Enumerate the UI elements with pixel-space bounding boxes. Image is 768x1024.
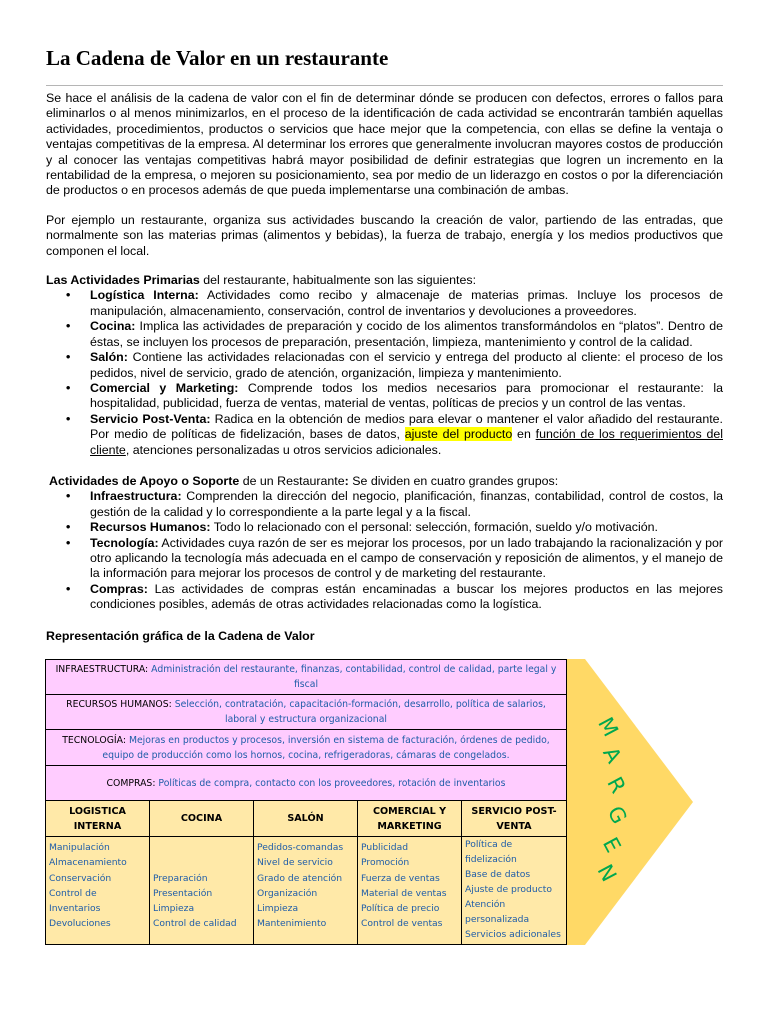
primary-activities-lead [46,273,723,288]
list-item [90,288,723,319]
column-item: Organización [257,887,318,899]
column-items [462,837,566,942]
column-item: Presentación [153,887,213,899]
primary-column-marketing [358,801,462,944]
list-item [90,489,723,520]
list-item [90,381,723,412]
column-item: personalizada [465,914,530,925]
column-item: Base de datos [465,869,531,880]
support-row-label: RECURSOS HUMANOS: [66,699,175,710]
support-row-text: Mejoras en productos y procesos, inversión en sistema de facturación, órdenes de pedido, equipo de producción como los hornos, cocina, refrigeradoras, cámaras de congelados. [102,734,550,761]
column-header: SALÓN [254,801,357,837]
support-row-text: Selección, contratación, capacitación-formación, desarrollo, política de salarios, laboral y estructura organizacional [174,699,546,725]
primary-column-kitchen [150,801,254,944]
column-item: fidelización [465,854,517,865]
list-item [90,412,723,458]
primary-lead-rest: del restaurante, habitualmente son las siguientes: [199,273,477,288]
diagram-heading: Representación gráfica de la Cadena de Valor [46,628,315,643]
column-item: Servicios adicionales [465,929,561,940]
primary-column-post-sale [462,801,566,944]
column-item: Inventarios [49,903,101,915]
support-row-hr [45,694,567,730]
column-items [254,837,357,932]
column-item: Limpieza [257,903,299,915]
support-row-label: COMPRAS: [106,777,159,789]
item-term: Servicio Post-Venta: [90,411,211,426]
item-term: Logística Interna: [90,288,199,303]
column-item: Devoluciones [49,918,111,930]
item-term: Compras: [90,581,148,596]
support-row-label: TECNOLOGÍA: [62,734,129,746]
margin-letter: E [597,833,626,857]
column-item: Ajuste de producto [465,884,552,895]
item-text: en [512,427,536,442]
item-term: Infraestructura: [90,489,182,504]
column-item: Preparación [153,872,208,884]
column-item: Grado de atención [257,872,343,884]
column-header: COCINA [150,801,253,837]
document-title: La Cadena de Valor en un restaurante [46,46,389,70]
column-item [153,840,253,855]
column-items [358,837,461,932]
column-items [150,837,253,932]
column-header: LOGISTICA INTERNA [46,801,149,837]
item-text: Las actividades de compras están encaminadas a buscar los mejores productos en las mejores condiciones posibles, además de otras actividades relacionadas como la logística. [90,581,723,612]
margin-label [593,715,633,885]
support-row-text: Administración del restaurante, finanzas, contabilidad, control de calidad, parte legal y fiscal [151,664,557,690]
example-paragraph: Por ejemplo un restaurante, organiza sus actividades buscando la creación de valor, partiendo de las entradas, que normalmente son las materias primas (alimentos y bebidas), la fuerza de trabajo, energía y los medios productivos que componen el local. [46,212,723,258]
column-item: Mantenimiento [257,918,327,930]
support-lead-mid: de un Restaurante [239,473,345,488]
list-item [90,520,723,535]
column-item: Conservación [49,872,112,884]
item-text: Comprenden la dirección del negocio, planificación, finanzas, contabilidad, control de costos, la gestión de la calidad y lo correspondiente a la parte legal y a la fiscal. [90,489,723,519]
column-item: Fuerza de ventas [361,872,440,884]
support-row-technology [45,729,567,766]
list-item [90,536,723,582]
column-item: Almacenamiento [49,857,127,869]
column-item: Manipulación [49,842,110,853]
document-body [46,91,723,644]
column-header: COMERCIAL Y MARKETING [358,801,461,837]
support-lead-rest: Se dividen en cuatro grandes grupos: [348,473,559,488]
column-item: Control de [49,887,97,899]
support-row-infrastructure [45,659,567,695]
column-item: Publicidad [361,842,409,853]
margin-letter: R [602,772,631,798]
support-lead-bold: Actividades de Apoyo o Soporte [49,473,240,488]
highlighted-text: ajuste del producto [404,427,513,442]
item-text: , atenciones personalizadas u otros servicios adicionales. [125,442,442,457]
margin-letter: G [602,802,632,828]
item-text: Comprende todos los medios necesarios para promocionar el restaurante: la hospitalidad, publicidad, fuerza de ventas, material de ventas, políticas de precios y un control de las ventas. [90,380,723,411]
column-item: Atención [465,899,506,910]
primary-activities-list [46,288,723,457]
list-item [90,350,723,381]
intro-paragraph: Se hace el análisis de la cadena de valor con el fin de determinar dónde se producen con defectos, errores o fallos para eliminarlos o al menos minimizarlos, en el proceso de la identificación de cada actividad se encontrarán también aquellas actividades, procedimientos, productos o servicios que hace mejor que la competencia, con ellas se define la ventaja o ventajas competitivas de la empresa. Al determinar los errores que generalmente involucran mayores costos de producción y al conocer las ventajas competitivas habrá mayor posibilidad de definir estrategias que logren un incremento en la rentabilidad de la empresa, o mejoren su posicionamiento, sea por medio de un liderazgo en costos o por la diferenciación de productos o en procesos además de que pueda implementarse una combinación de ambas. [46,91,724,198]
item-term: Tecnología: [90,535,159,550]
title-rule [46,85,723,86]
margin-letter: M [593,713,623,741]
item-text: Contiene las actividades relacionadas con el servicio y entrega del producto al cliente: el proceso de los pedidos, nivel de servicio, grado de atención, organización, limpieza y mantenimiento. [90,350,723,380]
item-term: Cocina: [90,319,136,334]
column-items [46,837,149,932]
margin-letter: A [598,743,627,767]
column-item: Nivel de servicio [257,857,333,869]
primary-activities-table [45,800,567,945]
primary-column-logistics [46,801,150,944]
item-text: Radica en la obtención de medios para elevar o mantener el valor añadido del restaurante. Por medio de políticas de fidelización, bases de datos, [90,411,723,442]
support-activities-list [46,489,723,612]
column-header: SERVICIO POST-VENTA [462,801,566,837]
margin-letter: N [592,860,622,886]
column-item: Promoción [361,857,410,869]
column-item: Pedidos-comandas [257,842,344,853]
underlined-text: función de los requerimientos del cliente [90,427,723,457]
primary-column-dining-room [254,801,358,944]
support-row-purchasing [45,765,567,801]
item-text: Implica las actividades de preparación y cocido de los alimentos transformándolos en “platos”. Dentro de éstas, se incluyen los procesos de preparación, presentación, limpieza, mantenimiento y control de la calidad. [90,319,723,349]
column-item: Limpieza [153,903,195,915]
list-item [90,319,723,350]
column-item: Control de calidad [153,918,237,930]
support-row-text: Políticas de compra, contacto con los proveedores, rotación de inventarios [158,777,506,789]
support-activities-lead [46,474,723,489]
column-item: Control de ventas [361,918,443,930]
item-term: Recursos Humanos: [90,520,211,535]
column-item: Material de ventas [361,887,447,899]
item-text: Actividades cuya razón de ser es mejorar los procesos, por un lado trabajando la racionalización y por otro aplicando la tecnología más adecuada en el campo de conservación y reposición de alimentos, y el manejo de la información para mejorar los procesos de control y de marketing del restaurante. [90,535,723,581]
item-text: Actividades como recibo y almacenaje de materias primas. Incluye los procesos de manipulación, almacenamiento, conservación, control de inventarios y devoluciones a proveedores. [90,288,724,318]
item-text: Todo lo relacionado con el personal: selección, formación, sueldo y/o motivación. [210,520,658,535]
support-row-label: INFRAESTRUCTURA: [55,664,152,675]
support-lead-colon: : [344,473,349,488]
item-term: Comercial y Marketing: [90,380,239,395]
value-chain-diagram [45,659,695,945]
item-term: Salón: [90,350,128,365]
column-item [153,855,253,870]
primary-lead-bold: Las Actividades Primarias [46,273,200,288]
list-item [90,582,723,613]
column-item: Política de [465,839,513,850]
column-item: Política de precio [361,903,440,915]
